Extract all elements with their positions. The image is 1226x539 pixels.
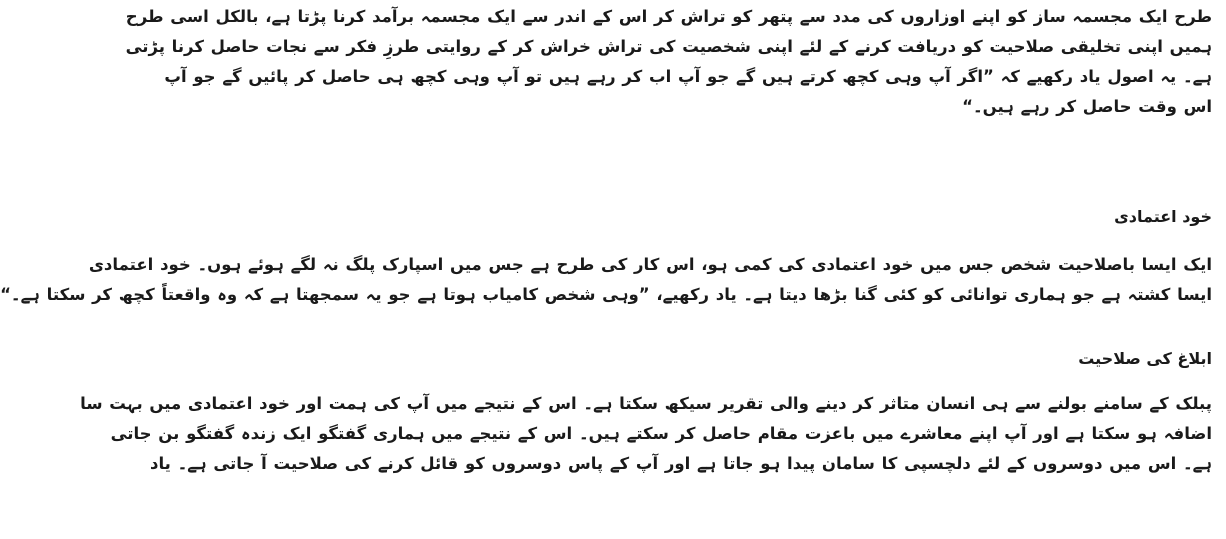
paragraph-line: ہے۔ یہ اصول یاد رکھیے کہ ”اگر آپ وہی کچھ کرتے ہیں گے جو آپ اب کر رہے ہیں تو آپ وہی کچھ ہی حاصل کر پائیں گے جو آپ (164, 67, 1212, 86)
section-heading-communication: ابلاغ کی صلاحیت (1078, 349, 1212, 368)
paragraph-line: ایک ایسا باصلاحیت شخص جس میں خود اعتمادی کی کمی ہو، اس کار کی طرح ہے جس میں اسپارک پلگ نہ لگے ہوئے ہوں۔ خود اعتمادی (88, 255, 1212, 274)
paragraph-line: اس وقت حاصل کر رہے ہیں۔“ (962, 97, 1212, 116)
paragraph-line: اضافہ ہو سکتا ہے اور آپ اپنے معاشرے میں باعزت مقام حاصل کر سکتے ہیں۔ اس کے نتیجے میں ہماری گفتگو ایک زندہ گفتگو بن جاتی (110, 424, 1212, 443)
paragraph-communication (80, 389, 1212, 479)
paragraph-line: پبلک کے سامنے بولنے سے ہی انسان متاثر کر دینے والی تقریر سیکھ سکتا ہے۔ اس کے نتیجے میں آپ کی ہمت اور خود اعتمادی میں بہت سا (80, 394, 1212, 413)
paragraph-line: طرح ایک مجسمہ ساز کو اپنے اوزاروں کی مدد سے پتھر کو تراش کر اس کے اندر سے ایک مجسمہ برآمد کرنا پڑتا ہے، بالکل اسی طرح (125, 7, 1212, 26)
paragraph-line: ایسا کشتہ ہے جو ہماری توانائی کو کئی گنا بڑھا دیتا ہے۔ یاد رکھیے، ”وہی شخص کامیاب ہوتا ہے جو یہ سمجھتا ہے کہ وہ واقعتاً کچھ کر سکتا ہے۔“ (0, 285, 1212, 304)
paragraph-line: ہے۔ اس میں دوسروں کے لئے دلچسپی کا سامان پیدا ہو جاتا ہے اور آپ کے پاس دوسروں کو قائل کرنے کی صلاحیت آ جاتی ہے۔ یاد (150, 454, 1212, 473)
paragraph-line: ہمیں اپنی تخلیقی صلاحیت کو دریافت کرنے کے لئے اپنی شخصیت کی تراش خراش کر کے روایتی طرزِ فکر سے نجات حاصل کرنا پڑتی (125, 37, 1212, 56)
paragraph-self-confidence (0, 250, 1212, 310)
paragraph-creativity (125, 2, 1212, 122)
section-heading-self-confidence: خود اعتمادی (1114, 207, 1212, 226)
